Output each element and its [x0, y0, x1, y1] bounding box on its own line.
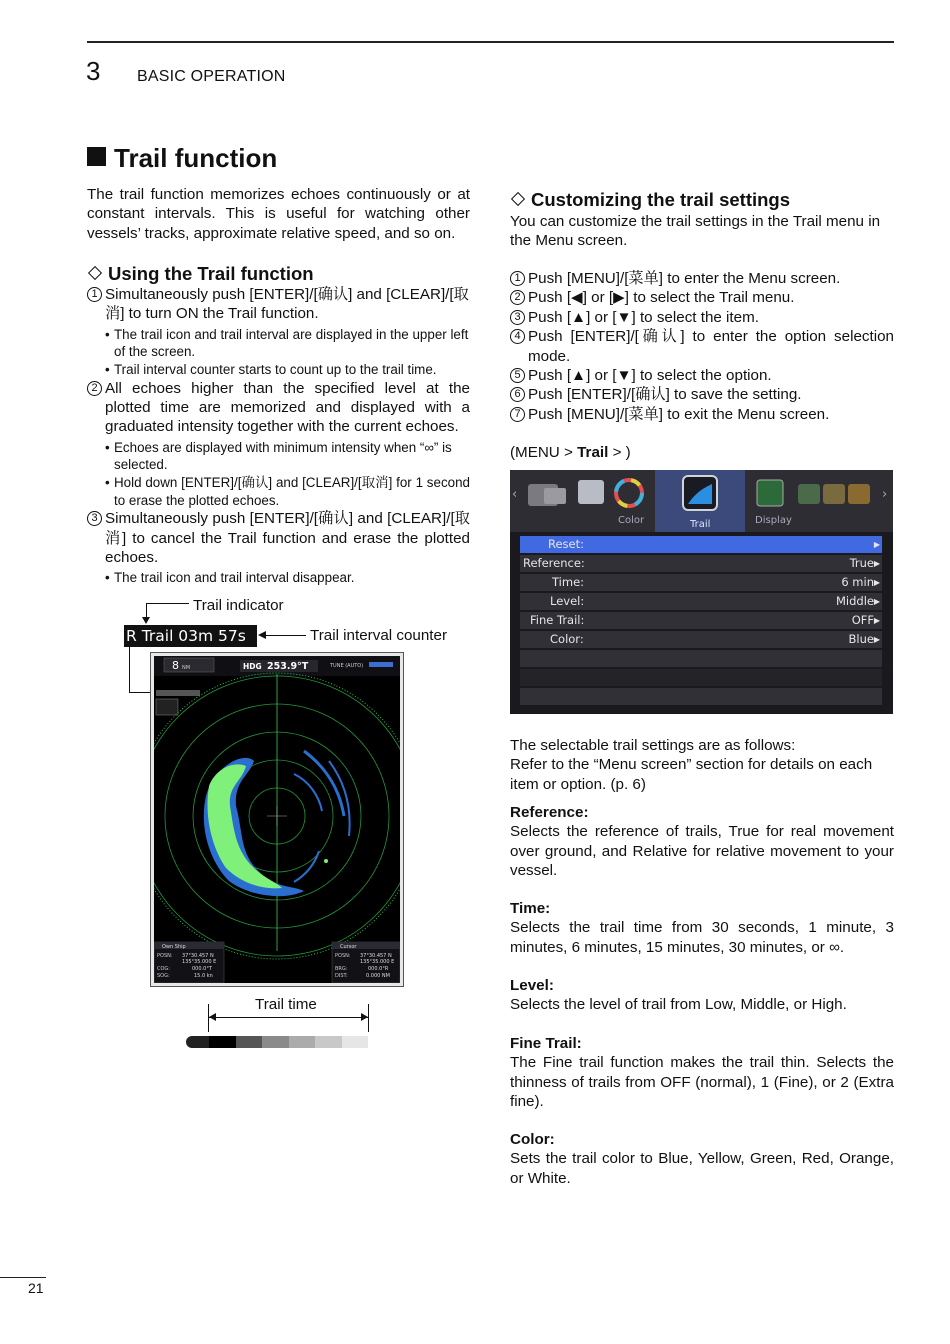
- step-number: 6: [510, 387, 525, 402]
- tab-color[interactable]: Color: [618, 515, 645, 526]
- menu-row-reference[interactable]: Reference: True ▶: [520, 555, 882, 572]
- step-number: 1: [87, 287, 102, 302]
- menu-row-time[interactable]: Time: 6 min ▶: [520, 574, 882, 591]
- tab-display[interactable]: Display: [755, 515, 792, 526]
- step-2-bullet: • Hold down [ENTER]/[确认] and [CLEAR]/[取消] for 1 second to erase the plotted echoes.: [87, 474, 470, 509]
- trail-time-label: Trail time: [255, 996, 317, 1013]
- own-ship-posn-label: POSN:: [157, 953, 173, 959]
- step-1: 1 Simultaneously push [ENTER]/[确认] and [CLEAR]/[取消] to turn ON the Trail function.: [87, 285, 470, 324]
- custom-steps: [510, 269, 894, 424]
- section-title: Trail function: [87, 143, 277, 174]
- setting-fine-trail: Fine Trail: The Fine trail function makes the trail thin. Selects the thinness of trails from OFF (normal), 1 (Fine), or 2 (Extra fine).: [510, 1035, 894, 1111]
- menu-row-color[interactable]: Color: Blue ▶: [520, 631, 882, 648]
- scale-tick: [368, 1004, 369, 1032]
- callout-line: [146, 603, 189, 604]
- using-heading: Using the Trail function: [87, 263, 470, 285]
- chapter-title: BASIC OPERATION: [137, 68, 286, 85]
- arrow-left-icon: [209, 1013, 216, 1021]
- cursor-title: Cursor: [340, 944, 357, 950]
- own-ship-lat: 37°30.457 N: [182, 953, 214, 959]
- using-steps: [87, 285, 470, 587]
- diamond-icon: [88, 266, 102, 280]
- setting-color: Color: Sets the trail color to Blue, Yellow, Green, Red, Orange, or White.: [510, 1131, 894, 1187]
- arrow-right-icon: ▶: [873, 578, 880, 587]
- step-number: 3: [510, 310, 525, 325]
- own-ship-lon: 135°35.000 E: [182, 959, 217, 965]
- trail-display-enlarged: R Trail 03m 57s: [124, 625, 257, 647]
- step-3-bullet: • The trail icon and trail interval disappear.: [87, 569, 470, 587]
- intro-paragraph: The trail function memorizes echoes continuously or at constant intervals. This is useful for watching other vessels’ tracks, approximate relative speed, and so on.: [87, 186, 470, 242]
- setting-reference: Reference: Selects the reference of trails, True for real movement over ground, and Relative for relative movement to your vessel.: [510, 804, 894, 880]
- step-number: 5: [510, 368, 525, 383]
- custom-step: 3 Push [▲] or [▼] to select the item.: [510, 308, 894, 327]
- step-number: 2: [510, 290, 525, 305]
- arrow-right-icon: ▶: [873, 540, 880, 549]
- square-bullet-icon: [87, 147, 106, 166]
- menu-row-fine-trail[interactable]: Fine Trail: OFF ▶: [520, 612, 882, 629]
- menu-row-empty: [520, 669, 882, 686]
- page-number: 21: [28, 1280, 44, 1296]
- radar-tune: TUNE (AUTO): [330, 663, 364, 669]
- custom-intro: You can customize the trail settings in the Trail menu in the Menu screen.: [510, 213, 881, 250]
- step-number: 1: [510, 271, 525, 286]
- settings-intro: The selectable trail settings are as follows: Refer to the “Menu screen” section for details on each item or option. (p. 6): [510, 737, 873, 793]
- radar-screen: [151, 653, 403, 986]
- svg-text:›: ›: [882, 487, 888, 502]
- step-1-bullet: • The trail icon and trail interval are displayed in the upper left of the screen.: [87, 326, 470, 361]
- cursor-lat: 37°30.457 N: [360, 953, 392, 959]
- setting-level: Level: Selects the level of trail from Low, Middle, or High.: [510, 977, 847, 1014]
- trail-indicator-label: Trail indicator: [193, 597, 284, 614]
- radar-range-unit: NM: [182, 665, 191, 671]
- cursor-posn-label: POSN:: [335, 953, 351, 959]
- step-2-bullet: • Echoes are displayed with minimum intensity when “∞” is selected.: [87, 439, 470, 474]
- menu-row-empty: [520, 650, 882, 667]
- step-number: 2: [87, 381, 102, 396]
- radar-range: 8: [172, 659, 179, 672]
- arrow-right-icon: ▶: [873, 635, 880, 644]
- custom-step: 4 Push [ENTER]/[确认] to enter the option selection mode.: [510, 327, 894, 366]
- setting-time: Time: Selects the trail time from 30 seconds, 1 minute, 3 minutes, 6 minutes, 15 minutes, 30 minutes, or ∞.: [510, 900, 894, 956]
- dist-label: DIST:: [335, 973, 348, 979]
- step-number: 7: [510, 407, 525, 422]
- radar-heading-label: HDG: [243, 662, 262, 671]
- arrow-right-icon: ▶: [873, 597, 880, 606]
- step-3: 3 Simultaneously push [ENTER]/[确认] and [CLEAR]/[取消] to cancel the Trail function and erase the plotted echoes.: [87, 509, 470, 567]
- trail-interval-counter-label: Trail interval counter: [310, 627, 448, 644]
- sog-value: 15.0 kn: [194, 973, 213, 979]
- radar-heading-value: 253.9°T: [267, 661, 309, 672]
- callout-line: [129, 647, 130, 693]
- custom-step: 7 Push [MENU]/[菜单] to exit the Menu screen.: [510, 405, 894, 424]
- chapter-number: 3: [86, 56, 101, 86]
- tab-trail[interactable]: Trail: [690, 519, 711, 530]
- brg-label: BRG:: [335, 966, 348, 972]
- scale-line: [209, 1017, 368, 1018]
- menu-row-reset[interactable]: Reset: ▶: [520, 536, 882, 553]
- step-1-bullet: • Trail interval counter starts to count up to the trail time.: [87, 361, 470, 379]
- step-2: 2 All echoes higher than the specified level at the plotted time are memorized and displayed with a graduated intensity together with the current echoes.: [87, 379, 470, 437]
- menu-row-level[interactable]: Level: Middle ▶: [520, 593, 882, 610]
- arrow-right-icon: ▶: [873, 616, 880, 625]
- custom-step: 5 Push [▲] or [▼] to select the option.: [510, 366, 894, 385]
- menu-path: (MENU > Trail > ): [510, 444, 631, 461]
- custom-heading: Customizing the trail settings: [510, 189, 894, 211]
- cursor-lon: 135°35.000 E: [360, 959, 395, 965]
- diamond-icon: [511, 192, 525, 206]
- step-number: 3: [87, 511, 102, 526]
- cog-label: COG:: [157, 966, 170, 972]
- header-rule: [87, 41, 894, 43]
- svg-text:‹: ‹: [512, 487, 518, 502]
- arrow-left-icon: [258, 631, 266, 639]
- callout-line: [265, 635, 306, 636]
- own-ship-title: Own Ship: [162, 944, 186, 950]
- menu-row-empty: [520, 688, 882, 705]
- cog-value: 000.0°T: [192, 966, 212, 972]
- custom-step: 6 Push [ENTER]/[确认] to save the setting.: [510, 385, 894, 404]
- step-number: 4: [510, 329, 525, 344]
- custom-step: 1 Push [MENU]/[菜单] to enter the Menu screen.: [510, 269, 894, 288]
- brg-value: 000.0°R: [368, 966, 389, 972]
- arrow-right-icon: [361, 1013, 368, 1021]
- footer-rule: [0, 1277, 46, 1278]
- dist-value: 0.000 NM: [366, 973, 390, 979]
- arrow-down-icon: [142, 617, 150, 624]
- sog-label: SOG:: [157, 973, 170, 979]
- arrow-right-icon: ▶: [873, 559, 880, 568]
- menu-screenshot: [510, 470, 893, 714]
- intensity-gradient-bar: [209, 1036, 368, 1048]
- custom-step: 2 Push [◀] or [▶] to select the Trail menu.: [510, 288, 894, 307]
